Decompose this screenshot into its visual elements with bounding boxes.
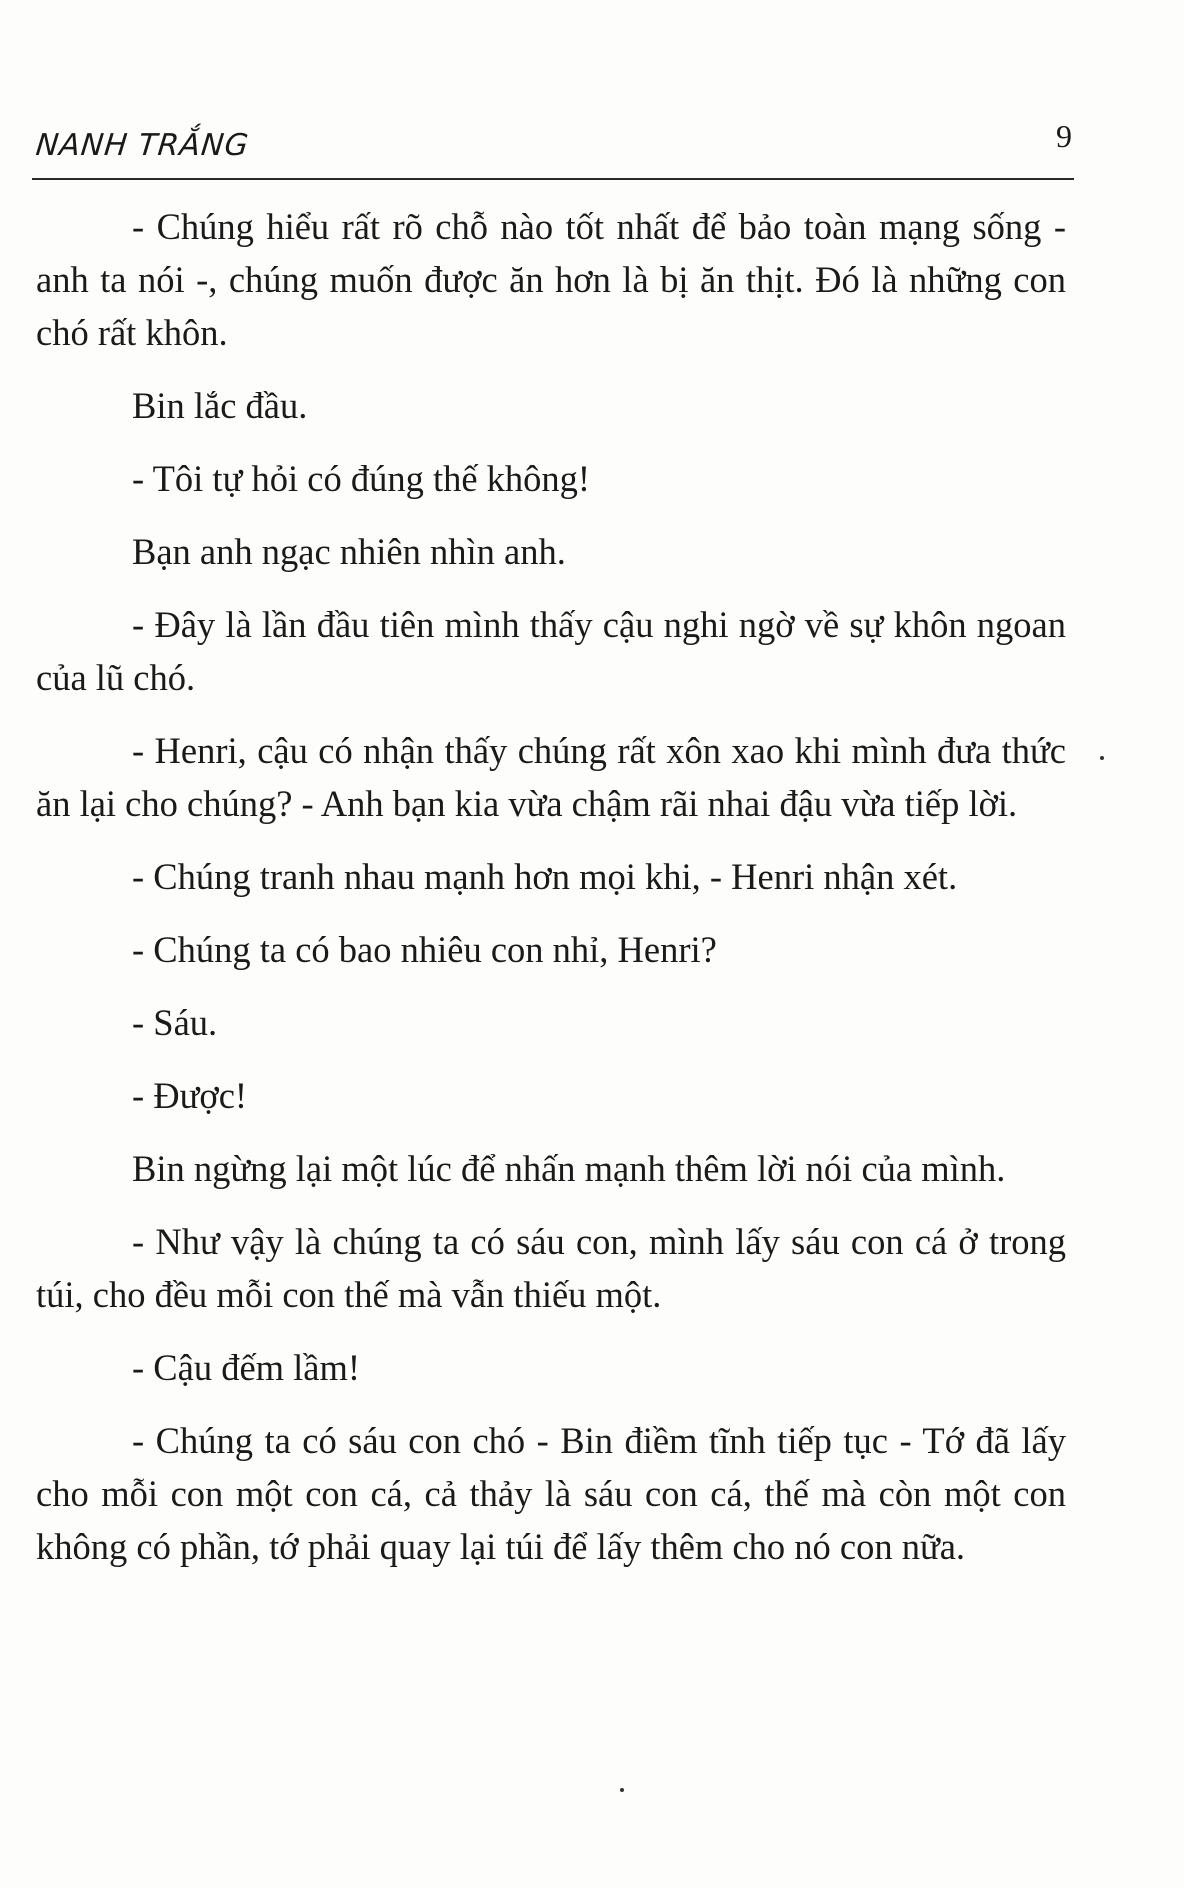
paragraph: Bin lắc đầu. (132, 385, 308, 426)
paragraph: - Cậu đếm lầm! (132, 1347, 361, 1388)
paragraph: - Chúng hiểu rất rõ chỗ nào tốt nhất để bảo toàn mạng sống - anh ta nói -, chúng muốn được ăn hơn là bị ăn thịt. Đó là những con chó rất khôn. (36, 206, 1066, 353)
paragraph: - Được! (132, 1075, 248, 1116)
book-title: NANH TRẮNG (34, 128, 251, 163)
header-divider (32, 178, 1074, 180)
page-number: 9 (1056, 118, 1072, 154)
page-body (36, 200, 1066, 1593)
paragraph: - Tôi tự hỏi có đúng thế không! (132, 458, 591, 499)
paragraph: Bạn anh ngạc nhiên nhìn anh. (132, 531, 566, 572)
paragraph: Bin ngừng lại một lúc để nhấn mạnh thêm lời nói của mình. (132, 1148, 1006, 1189)
scan-speck (620, 1788, 624, 1792)
paragraph: - Chúng tranh nhau mạnh hơn mọi khi, - Henri nhận xét. (132, 856, 958, 897)
running-header (32, 118, 1072, 178)
paragraph: - Chúng ta có bao nhiêu con nhỉ, Henri? (132, 929, 717, 970)
paragraph: - Sáu. (132, 1002, 218, 1043)
paragraph: - Chúng ta có sáu con chó - Bin điềm tĩnh tiếp tục - Tớ đã lấy cho mỗi con một con cá, cả thảy là sáu con cá, thế mà còn một con không có phần, tớ phải quay lại túi để lấy thêm cho nó con nữa. (36, 1420, 1066, 1567)
paragraph: - Henri, cậu có nhận thấy chúng rất xôn xao khi mình đưa thức ăn lại cho chúng? - Anh bạn kia vừa chậm rãi nhai đậu vừa tiếp lời. (36, 730, 1066, 824)
scan-speck (1100, 756, 1104, 760)
paragraph: - Như vậy là chúng ta có sáu con, mình lấy sáu con cá ở trong túi, cho đều mỗi con thế mà vẫn thiếu một. (36, 1221, 1066, 1315)
paragraph: - Đây là lần đầu tiên mình thấy cậu nghi ngờ về sự khôn ngoan của lũ chó. (36, 604, 1066, 698)
